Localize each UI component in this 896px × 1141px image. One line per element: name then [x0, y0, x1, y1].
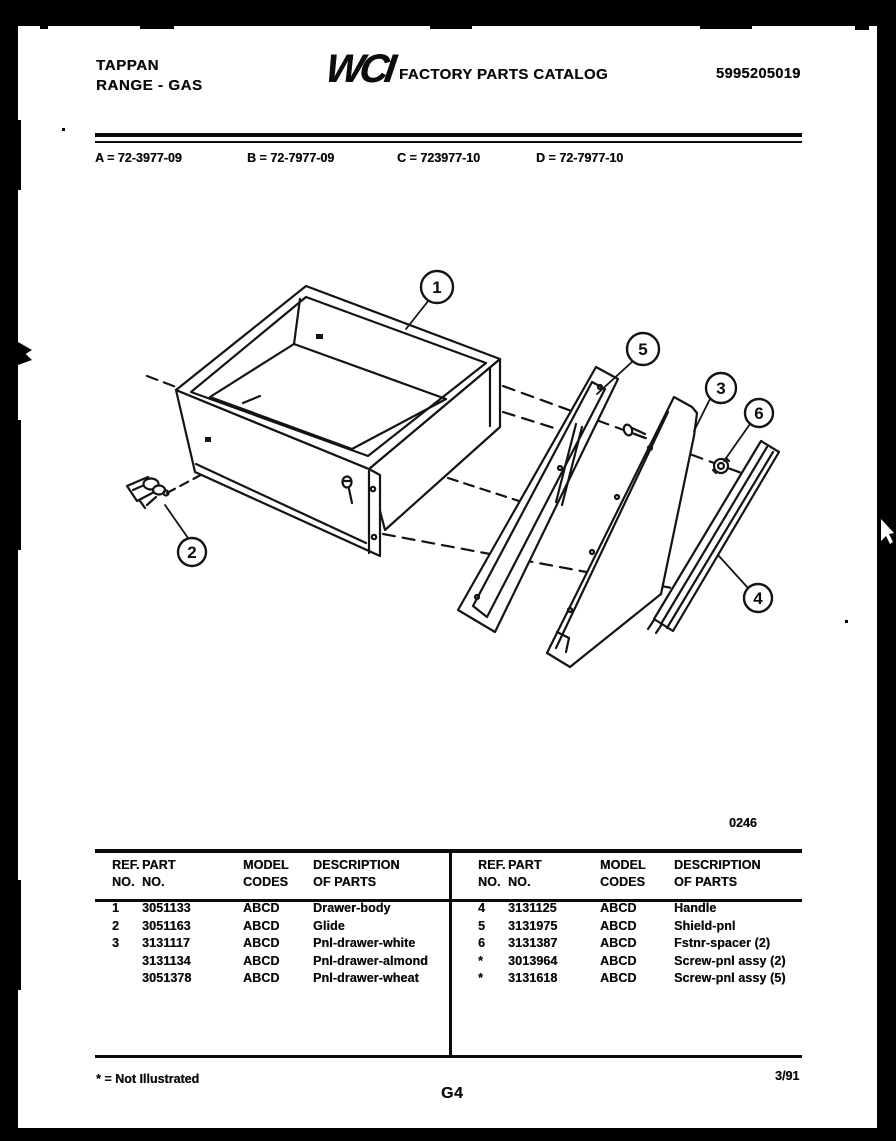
callout-number-3: 3: [716, 379, 726, 398]
cell-ref: 4: [478, 901, 486, 915]
cell-part: 3131618: [508, 971, 558, 985]
table-row: [470, 935, 800, 953]
cell-desc: Shield-pnl: [674, 918, 736, 933]
catalog-title: FACTORY PARTS CATALOG: [399, 66, 608, 83]
col-model-l2: CODES: [243, 875, 288, 889]
fastener-spacer: [713, 458, 729, 473]
callout-number-1: 1: [432, 278, 442, 297]
scan-edge-left: [0, 0, 18, 1141]
cell-codes: ABCD: [243, 918, 280, 933]
scan-edge-top: [0, 0, 896, 26]
col-part-l2: NO.: [142, 875, 165, 889]
col-part-r2: NO.: [508, 875, 531, 889]
scan-speck: [40, 24, 48, 29]
table-header-right: [470, 857, 800, 891]
cell-codes: ABCD: [600, 936, 637, 950]
dash-axis-panel: [448, 478, 522, 502]
scan-speck: [17, 120, 21, 190]
cell-desc: Pnl-drawer-wheat: [313, 971, 419, 985]
col-desc-r2: OF PARTS: [674, 875, 738, 889]
scan-edge-right: [877, 0, 896, 1141]
table-row: [104, 918, 444, 936]
col-ref-r2: NO.: [478, 875, 501, 889]
cell-codes: ABCD: [243, 901, 280, 915]
cell-ref: [104, 970, 142, 988]
scan-speck: [62, 128, 65, 131]
brand-line2: RANGE - GAS: [96, 77, 203, 94]
col-model-r1: MODEL: [600, 858, 646, 872]
scan-speck: [430, 24, 472, 29]
scan-speck: [140, 25, 174, 29]
col-ref-r1: REF.: [478, 858, 506, 872]
cell-desc: Screw-pnl assy (2): [674, 953, 786, 968]
cell-ref: *: [478, 953, 483, 968]
cell-part: 3051378: [142, 971, 192, 985]
cell-codes: ABCD: [243, 953, 280, 968]
scan-speck: [17, 880, 21, 990]
model-code-a: A = 72-3977-09: [95, 151, 182, 165]
scan-speck: [16, 420, 21, 550]
table-row: [470, 918, 800, 936]
cell-ref: *: [478, 971, 483, 985]
table-row: [470, 970, 800, 988]
cell-part: 3131125: [508, 901, 557, 915]
table-row: [470, 953, 800, 971]
cell-codes: ABCD: [600, 901, 637, 915]
cell-desc: Glide: [313, 918, 345, 933]
panel-screw: [622, 423, 645, 438]
cell-ref: 2: [112, 918, 120, 933]
plate-number: 0246: [729, 816, 757, 830]
cell-desc: Handle: [674, 901, 717, 915]
col-desc-l2: OF PARTS: [313, 875, 377, 889]
table-row: [104, 953, 444, 971]
scan-speck: [855, 22, 869, 30]
table-body-right: [470, 900, 800, 988]
col-part-r1: PART: [508, 858, 542, 872]
scan-speck: [700, 25, 752, 29]
scan-edge-bottom: [0, 1128, 896, 1141]
brand-line1: TAPPAN: [96, 57, 160, 74]
col-ref-l1: REF.: [112, 858, 140, 872]
cell-part: 3051133: [142, 901, 191, 915]
table-divider: [449, 849, 452, 1058]
table-row: [470, 900, 800, 918]
col-desc-r1: DESCRIPTION: [674, 858, 761, 872]
scan-speck: [845, 620, 848, 623]
cell-part: 3013964: [508, 953, 558, 968]
parts-table-left: [104, 857, 444, 988]
cursor-arrow-icon: [878, 518, 895, 546]
cell-ref: 5: [478, 918, 486, 933]
callout-number-6: 6: [754, 404, 764, 423]
callout-number-4: 4: [753, 589, 763, 608]
table-body-left: [104, 900, 444, 988]
cell-part: 3131117: [142, 936, 190, 950]
cell-ref: [104, 953, 142, 971]
col-model-r2: CODES: [600, 875, 645, 889]
col-part-l1: PART: [142, 858, 176, 872]
callout-number-2: 2: [187, 543, 197, 562]
parts-table-right: [470, 857, 800, 988]
col-desc-l1: DESCRIPTION: [313, 858, 400, 872]
cell-ref: 3: [112, 936, 120, 950]
glide: [127, 477, 169, 508]
model-code-b: B = 72-7977-09: [247, 151, 335, 165]
cell-desc: Screw-pnl assy (5): [674, 971, 786, 985]
cell-codes: ABCD: [600, 953, 637, 968]
date-code: 3/91: [775, 1069, 800, 1083]
model-code-c: C = 723977-10: [397, 151, 481, 165]
table-row: [104, 900, 444, 918]
cell-desc: Fstnr-spacer (2): [674, 936, 771, 950]
callout-number-5: 5: [638, 340, 648, 359]
table-row: [104, 970, 444, 988]
col-ref-l2: NO.: [112, 875, 135, 889]
cell-codes: ABCD: [243, 971, 280, 985]
cell-codes: ABCD: [600, 918, 637, 933]
cell-ref: 1: [112, 901, 120, 915]
col-model-l1: MODEL: [243, 858, 289, 872]
cell-desc: Pnl-drawer-almond: [313, 953, 428, 968]
publication-number: 5995205019: [716, 66, 801, 82]
not-illustrated-note: * = Not Illustrated: [96, 1072, 200, 1086]
model-code-d: D = 72-7977-10: [536, 151, 624, 165]
cell-part: 3131975: [508, 918, 558, 933]
cell-ref: 6: [478, 936, 486, 950]
table-row: [104, 935, 444, 953]
page-code: G4: [441, 1085, 464, 1102]
wci-logo: WCI: [322, 47, 395, 91]
cell-codes: ABCD: [243, 936, 280, 950]
table-header-left: [104, 857, 444, 891]
cell-codes: ABCD: [600, 971, 637, 985]
cell-part: 3131134: [142, 953, 191, 968]
cell-desc: Drawer-body: [313, 901, 391, 915]
cell-part: 3131387: [508, 936, 558, 950]
cell-desc: Pnl-drawer-white: [313, 936, 416, 950]
drawer-body: [176, 286, 500, 556]
cell-part: 3051163: [142, 918, 191, 933]
